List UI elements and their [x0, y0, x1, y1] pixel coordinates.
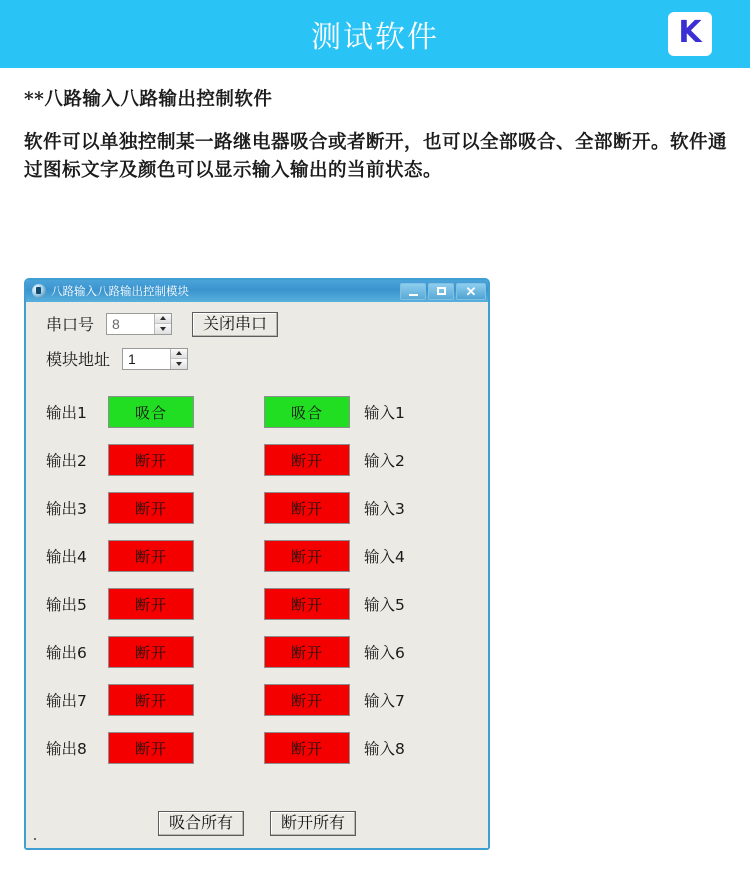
brand-logo [668, 12, 712, 56]
input-label-8: 输入8 [364, 740, 405, 758]
output-label-3: 输出3 [46, 500, 87, 518]
chevron-up-icon[interactable] [155, 314, 171, 325]
all-off-button[interactable]: 断开所有 [270, 811, 356, 836]
io-grid [26, 388, 488, 772]
minimize-button[interactable] [400, 283, 426, 300]
io-row [46, 532, 488, 580]
description-line-2: 软件可以单独控制某一路继电器吸合或者断开，也可以全部吸合、全部断开。软件通过图标文字及颜色可以显示输入输出的当前状态。 [24, 131, 728, 182]
output-label-4: 输出4 [46, 548, 87, 566]
io-row [46, 484, 488, 532]
output-label-2: 输出2 [46, 452, 87, 470]
io-row [46, 676, 488, 724]
window-buttons [400, 283, 486, 300]
bottom-button-bar [26, 811, 488, 836]
input-label-4: 输入4 [364, 548, 405, 566]
window-client-area [26, 302, 488, 848]
input-state-5: 断开 [264, 588, 350, 620]
output-state-3[interactable]: 断开 [108, 492, 194, 524]
page-title: 测试软件 [311, 20, 439, 55]
module-address-arrows[interactable] [170, 349, 187, 369]
input-state-3: 断开 [264, 492, 350, 524]
serial-port-label: 串口号 [46, 315, 95, 334]
description-block [0, 68, 750, 204]
output-label-7: 输出7 [46, 692, 87, 710]
input-state-1: 吸合 [264, 396, 350, 428]
maximize-button[interactable] [428, 283, 454, 300]
io-row [46, 580, 488, 628]
input-label-6: 输入6 [364, 644, 405, 662]
input-label-7: 输入7 [364, 692, 405, 710]
input-label-2: 输入2 [364, 452, 405, 470]
app-window [24, 278, 490, 850]
description-line-1: **八路输入八路输出控制软件 [24, 89, 273, 110]
window-title: 八路输入八路输出控制模块 [51, 286, 189, 298]
io-row [46, 724, 488, 772]
output-state-5[interactable]: 断开 [108, 588, 194, 620]
output-state-6[interactable]: 断开 [108, 636, 194, 668]
input-state-6: 断开 [264, 636, 350, 668]
io-row [46, 436, 488, 484]
module-address-label: 模块地址 [46, 350, 111, 369]
window-titlebar[interactable] [26, 280, 488, 302]
close-button[interactable]: ✕ [456, 283, 486, 300]
input-state-4: 断开 [264, 540, 350, 572]
module-address-input[interactable]: 1 [123, 349, 170, 369]
output-label-8: 输出8 [46, 740, 87, 758]
close-port-button[interactable]: 关闭串口 [192, 312, 278, 337]
input-state-2: 断开 [264, 444, 350, 476]
input-label-3: 输入3 [364, 500, 405, 518]
io-row [46, 628, 488, 676]
chevron-up-icon[interactable] [171, 349, 187, 360]
all-on-button[interactable]: 吸合所有 [158, 811, 244, 836]
input-label-5: 输入5 [364, 596, 405, 614]
output-state-8[interactable]: 断开 [108, 732, 194, 764]
module-address-row [26, 347, 488, 370]
serial-port-arrows[interactable] [154, 314, 171, 334]
io-row [46, 388, 488, 436]
output-state-4[interactable]: 断开 [108, 540, 194, 572]
output-label-1: 输出1 [46, 404, 87, 422]
input-label-1: 输入1 [364, 404, 405, 422]
brand-logo-letter: K [678, 15, 702, 50]
status-dot [34, 838, 36, 840]
page-header [0, 0, 750, 68]
input-state-7: 断开 [264, 684, 350, 716]
minimize-icon [409, 294, 418, 296]
serial-port-input[interactable]: 8 [107, 314, 154, 334]
output-state-1[interactable]: 吸合 [108, 396, 194, 428]
serial-port-stepper[interactable] [106, 313, 172, 335]
output-state-7[interactable]: 断开 [108, 684, 194, 716]
module-address-stepper[interactable] [122, 348, 188, 370]
chevron-down-icon[interactable] [155, 324, 171, 334]
output-label-5: 输出5 [46, 596, 87, 614]
app-icon [32, 284, 46, 298]
chevron-down-icon[interactable] [171, 359, 187, 369]
input-state-8: 断开 [264, 732, 350, 764]
maximize-icon [437, 287, 446, 295]
output-label-6: 输出6 [46, 644, 87, 662]
output-state-2[interactable]: 断开 [108, 444, 194, 476]
